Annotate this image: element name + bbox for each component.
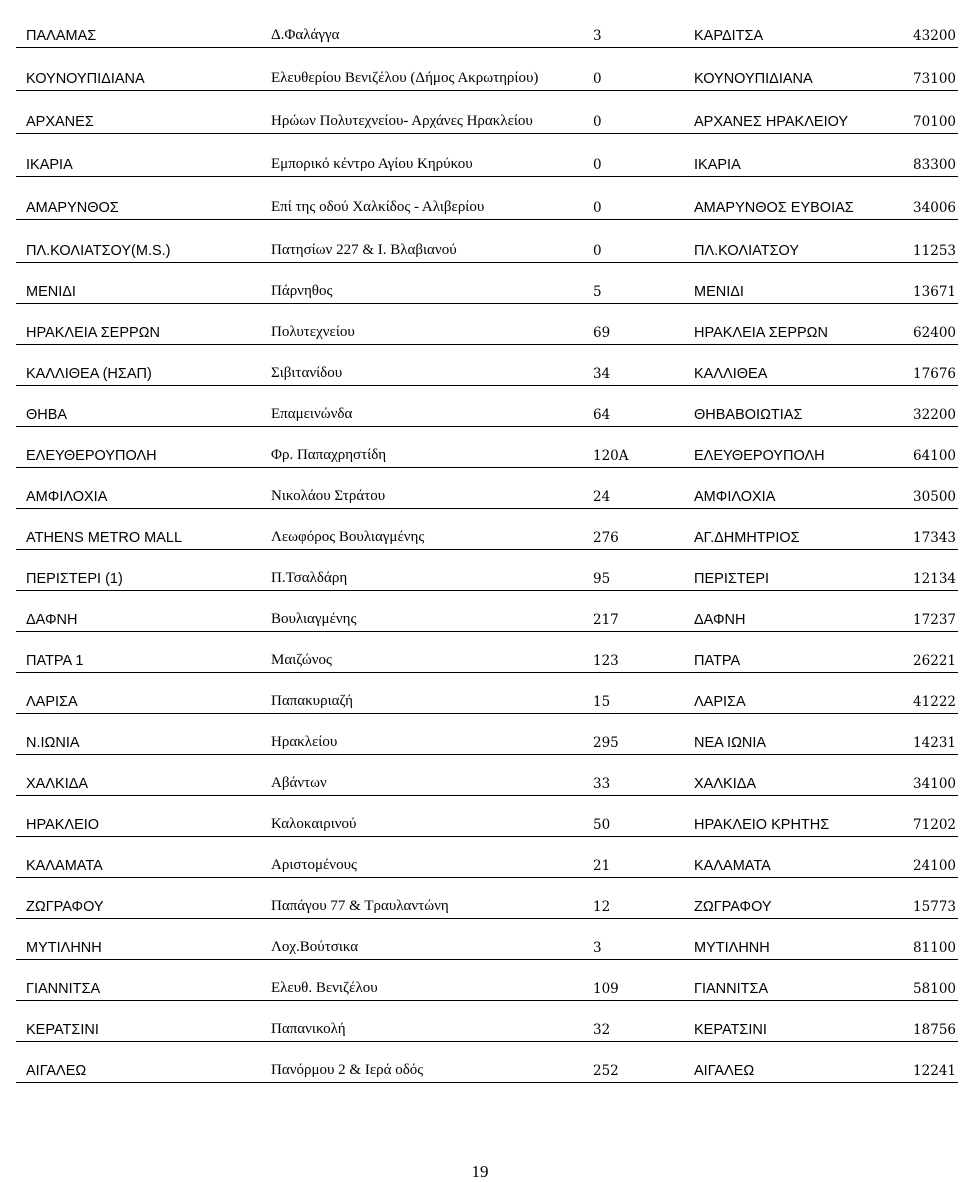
table-row xyxy=(16,1042,958,1083)
street-address: Πολυτεχνείου xyxy=(261,304,561,345)
table-row xyxy=(16,468,958,509)
store-name: ΑΜΦΙΛΟΧΙΑ xyxy=(16,468,261,509)
store-name: ΚΑΛΑΜΑΤΑ xyxy=(16,837,261,878)
street-number: 3 xyxy=(561,14,684,48)
city-name: ΑΡΧΑΝΕΣ ΗΡΑΚΛΕΙΟΥ xyxy=(684,91,876,134)
street-number: 120Α xyxy=(561,427,684,468)
street-address: Λεωφόρος Βουλιαγμένης xyxy=(261,509,561,550)
street-number: 123 xyxy=(561,632,684,673)
street-address: Ηρώων Πολυτεχνείου- Αρχάνες Ηρακλείου xyxy=(261,91,561,134)
city-name: ΑΜΑΡΥΝΘΟΣ ΕΥΒΟΙΑΣ xyxy=(684,177,876,220)
street-number: 95 xyxy=(561,550,684,591)
postal-code: 15773 xyxy=(876,878,958,919)
table-row xyxy=(16,1001,958,1042)
street-address: Επί της οδού Χαλκίδος - Αλιβερίου xyxy=(261,177,561,220)
store-name: ΕΛΕΥΘΕΡΟΥΠΟΛΗ xyxy=(16,427,261,468)
street-number: 0 xyxy=(561,91,684,134)
store-name: ΑΜΑΡΥΝΘΟΣ xyxy=(16,177,261,220)
city-name: ΑΙΓΑΛΕΩ xyxy=(684,1042,876,1083)
store-name: ΑΡΧΑΝΕΣ xyxy=(16,91,261,134)
street-number: 34 xyxy=(561,345,684,386)
city-name: ΗΡΑΚΛΕΙΟ ΚΡΗΤΗΣ xyxy=(684,796,876,837)
table-row xyxy=(16,177,958,220)
city-name: ΙΚΑΡΙΑ xyxy=(684,134,876,177)
table-row xyxy=(16,837,958,878)
table-row xyxy=(16,550,958,591)
store-name: ΓΙΑΝΝΙΤΣΑ xyxy=(16,960,261,1001)
store-name: ΑΙΓΑΛΕΩ xyxy=(16,1042,261,1083)
store-name: ΠΑΛΑΜΑΣ xyxy=(16,14,261,48)
postal-code: 11253 xyxy=(876,220,958,263)
postal-code: 34006 xyxy=(876,177,958,220)
street-address: Πάρνηθος xyxy=(261,263,561,304)
postal-code: 62400 xyxy=(876,304,958,345)
street-number: 50 xyxy=(561,796,684,837)
city-name: ΛΑΡΙΣΑ xyxy=(684,673,876,714)
street-number: 64 xyxy=(561,386,684,427)
street-address: Παπάγου 77 & Τραυλαντώνη xyxy=(261,878,561,919)
street-address: Καλοκαιρινού xyxy=(261,796,561,837)
street-address: Π.Τσαλδάρη xyxy=(261,550,561,591)
store-name: ΧΑΛΚΙΔΑ xyxy=(16,755,261,796)
street-number: 12 xyxy=(561,878,684,919)
store-name: ΘΗΒΑ xyxy=(16,386,261,427)
street-address: Σιβιτανίδου xyxy=(261,345,561,386)
table-row xyxy=(16,878,958,919)
street-address: Ηρακλείου xyxy=(261,714,561,755)
street-address: Φρ. Παπαχρηστίδη xyxy=(261,427,561,468)
table-row xyxy=(16,755,958,796)
postal-code: 17237 xyxy=(876,591,958,632)
street-address: Ελευθ. Βενιζέλου xyxy=(261,960,561,1001)
postal-code: 32200 xyxy=(876,386,958,427)
table-row xyxy=(16,220,958,263)
postal-code: 71202 xyxy=(876,796,958,837)
postal-code: 13671 xyxy=(876,263,958,304)
store-name: ATHENS METRO MALL xyxy=(16,509,261,550)
postal-code: 64100 xyxy=(876,427,958,468)
city-name: ΚΑΛΑΜΑΤΑ xyxy=(684,837,876,878)
postal-code: 30500 xyxy=(876,468,958,509)
city-name: ΓΙΑΝΝΙΤΣΑ xyxy=(684,960,876,1001)
city-name: ΠΛ.ΚΟΛΙΑΤΣΟΥ xyxy=(684,220,876,263)
store-name: ΚΑΛΛΙΘΕΑ (ΗΣΑΠ) xyxy=(16,345,261,386)
store-name: ΔΑΦΝΗ xyxy=(16,591,261,632)
city-name: ΠΕΡΙΣΤΕΡΙ xyxy=(684,550,876,591)
street-number: 217 xyxy=(561,591,684,632)
street-address: Πατησίων 227 & Ι. Βλαβιανού xyxy=(261,220,561,263)
postal-code: 24100 xyxy=(876,837,958,878)
street-number: 15 xyxy=(561,673,684,714)
store-name: ΚΟΥΝΟΥΠΙΔΙΑΝΑ xyxy=(16,48,261,91)
street-number: 0 xyxy=(561,220,684,263)
postal-code: 58100 xyxy=(876,960,958,1001)
postal-code: 83300 xyxy=(876,134,958,177)
street-number: 69 xyxy=(561,304,684,345)
table-row xyxy=(16,591,958,632)
stores-table-body xyxy=(16,14,958,1083)
street-address: Αβάντων xyxy=(261,755,561,796)
table-row xyxy=(16,134,958,177)
street-number: 109 xyxy=(561,960,684,1001)
street-number: 0 xyxy=(561,134,684,177)
store-name: ΛΑΡΙΣΑ xyxy=(16,673,261,714)
table-row xyxy=(16,14,958,48)
city-name: ΜΥΤΙΛΗΝΗ xyxy=(684,919,876,960)
street-address: Μαιζώνος xyxy=(261,632,561,673)
table-row xyxy=(16,632,958,673)
street-address: Παπανικολή xyxy=(261,1001,561,1042)
street-address: Δ.Φαλάγγα xyxy=(261,14,561,48)
table-row xyxy=(16,427,958,468)
street-address: Πανόρμου 2 & Ιερά οδός xyxy=(261,1042,561,1083)
street-address: Εμπορικό κέντρο Αγίου Κηρύκου xyxy=(261,134,561,177)
street-number: 0 xyxy=(561,177,684,220)
street-number: 3 xyxy=(561,919,684,960)
store-name: ΗΡΑΚΛΕΙΑ ΣΕΡΡΩΝ xyxy=(16,304,261,345)
city-name: ΘΗΒΑΒΟΙΩΤΙΑΣ xyxy=(684,386,876,427)
city-name: ΔΑΦΝΗ xyxy=(684,591,876,632)
city-name: ΝΕΑ ΙΩΝΙΑ xyxy=(684,714,876,755)
street-number: 295 xyxy=(561,714,684,755)
city-name: ΚΑΡΔΙΤΣΑ xyxy=(684,14,876,48)
city-name: ΑΜΦΙΛΟΧΙΑ xyxy=(684,468,876,509)
street-address: Νικολάου Στράτου xyxy=(261,468,561,509)
table-row xyxy=(16,796,958,837)
city-name: ΕΛΕΥΘΕΡΟΥΠΟΛΗ xyxy=(684,427,876,468)
postal-code: 18756 xyxy=(876,1001,958,1042)
store-name: ΚΕΡΑΤΣΙΝΙ xyxy=(16,1001,261,1042)
street-number: 5 xyxy=(561,263,684,304)
postal-code: 26221 xyxy=(876,632,958,673)
store-name: ΖΩΓΡΑΦΟΥ xyxy=(16,878,261,919)
street-address: Παπακυριαζή xyxy=(261,673,561,714)
city-name: ΠΑΤΡΑ xyxy=(684,632,876,673)
store-name: ΠΛ.ΚΟΛΙΑΤΣΟΥ(M.S.) xyxy=(16,220,261,263)
postal-code: 14231 xyxy=(876,714,958,755)
table-row xyxy=(16,263,958,304)
postal-code: 17676 xyxy=(876,345,958,386)
postal-code: 81100 xyxy=(876,919,958,960)
postal-code: 43200 xyxy=(876,14,958,48)
store-name: ΜΕΝΙΔΙ xyxy=(16,263,261,304)
street-number: 24 xyxy=(561,468,684,509)
store-name: ΠΕΡΙΣΤΕΡΙ (1) xyxy=(16,550,261,591)
postal-code: 70100 xyxy=(876,91,958,134)
city-name: ΜΕΝΙΔΙ xyxy=(684,263,876,304)
city-name: ΗΡΑΚΛΕΙΑ ΣΕΡΡΩΝ xyxy=(684,304,876,345)
street-address: Βουλιαγμένης xyxy=(261,591,561,632)
store-name: ΜΥΤΙΛΗΝΗ xyxy=(16,919,261,960)
table-row xyxy=(16,960,958,1001)
store-name: ΗΡΑΚΛΕΙΟ xyxy=(16,796,261,837)
table-row xyxy=(16,714,958,755)
table-row xyxy=(16,386,958,427)
city-name: ΚΕΡΑΤΣΙΝΙ xyxy=(684,1001,876,1042)
city-name: ΖΩΓΡΑΦΟΥ xyxy=(684,878,876,919)
street-address: Αριστομένους xyxy=(261,837,561,878)
street-number: 21 xyxy=(561,837,684,878)
street-number: 33 xyxy=(561,755,684,796)
postal-code: 34100 xyxy=(876,755,958,796)
table-row xyxy=(16,304,958,345)
table-row xyxy=(16,673,958,714)
postal-code: 17343 xyxy=(876,509,958,550)
street-address: Λοχ.Βούτσικα xyxy=(261,919,561,960)
street-number: 0 xyxy=(561,48,684,91)
street-number: 32 xyxy=(561,1001,684,1042)
postal-code: 41222 xyxy=(876,673,958,714)
store-name: Ν.ΙΩΝΙΑ xyxy=(16,714,261,755)
street-address: Ελευθερίου Βενιζέλου (Δήμος Ακρωτηρίου) xyxy=(261,48,561,91)
street-address: Επαμεινώνδα xyxy=(261,386,561,427)
table-row xyxy=(16,48,958,91)
city-name: ΧΑΛΚΙΔΑ xyxy=(684,755,876,796)
store-name: ΠΑΤΡΑ 1 xyxy=(16,632,261,673)
page-number: 19 xyxy=(471,1162,489,1181)
table-row xyxy=(16,91,958,134)
city-name: ΚΟΥΝΟΥΠΙΔΙΑΝΑ xyxy=(684,48,876,91)
stores-table xyxy=(16,14,958,1083)
store-name: ΙΚΑΡΙΑ xyxy=(16,134,261,177)
street-number: 276 xyxy=(561,509,684,550)
table-row xyxy=(16,919,958,960)
city-name: ΑΓ.ΔΗΜΗΤΡΙΟΣ xyxy=(684,509,876,550)
postal-code: 12134 xyxy=(876,550,958,591)
table-row xyxy=(16,345,958,386)
postal-code: 73100 xyxy=(876,48,958,91)
postal-code: 12241 xyxy=(876,1042,958,1083)
table-row xyxy=(16,509,958,550)
city-name: ΚΑΛΛΙΘΕΑ xyxy=(684,345,876,386)
street-number: 252 xyxy=(561,1042,684,1083)
